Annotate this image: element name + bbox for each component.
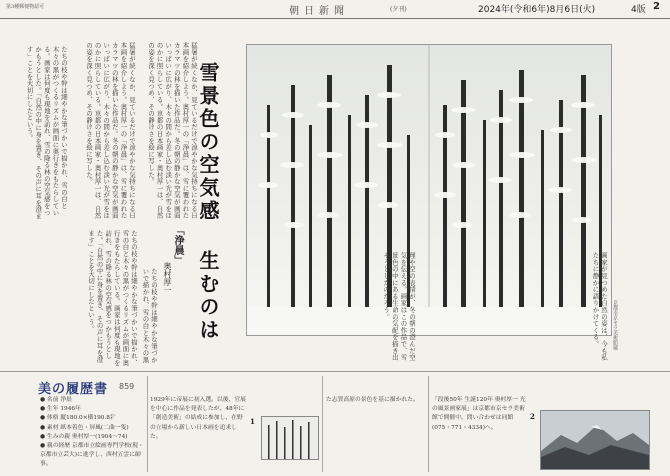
page-number: 2 (653, 1, 660, 12)
info-creator: ● 生みの親 奥村厚一(1904〜74) (40, 433, 128, 440)
article-body-left-top: たちの枝や幹は細やかな筆づかいで描かれ、雪の白と木々の黒がつくるリズムが画面に奥行きをもたらしている。画家は何度も現地を訪れ、雪の降る林の空気感をつかもうとした。「自然の中に身を置き、その声に耳を澄ます」ことを大切にしたという。 (25, 46, 68, 220)
artist-byline: 奥村厚一 (163, 262, 172, 294)
column-rule-1 (147, 376, 148, 472)
info-career: ● 親の経歴 京都市立絵画専門学校(現・京都市立芸大)に進学し、西村五雲に師事。 (40, 443, 144, 468)
info-size: ● 体格 縦180.0×横190.8㌢ (40, 415, 116, 422)
article-body-mid: たちの枝や幹は細やかな筆づかいで描かれ、雪の白と木々の黒 (141, 268, 158, 364)
section-divider (0, 371, 670, 372)
info-material: ● 素材 紙本着色・屏風(二曲一隻) (40, 424, 129, 431)
column-paragraph-2: た志賀高原の景色を基に描かれた。 (326, 397, 419, 403)
paper-name: 朝日新聞 (289, 6, 349, 17)
headline: 雪景色の空気感 生むのは (196, 62, 220, 342)
column-paragraph-3: 「段後50年 生誕120年 奥村厚一 光の風景画家展」は京都市京セラ美術館で開催中。問い合わせは同館(075・771・4334)へ。 (432, 397, 526, 431)
article-body-bottom-right: 画家が見つめた自然の姿は、今も私たちに静かに語りかけてくる。 (591, 252, 608, 361)
thumbnail-painting (261, 416, 319, 460)
painting-caption: 京都市京セラ美術館蔵 (612, 300, 618, 350)
column-title: 美の履歴書 (38, 382, 109, 397)
thumbnail-number-2: 2 (530, 412, 535, 421)
series-title: 「浄晨」 (172, 225, 183, 265)
article-body-right: 猛暑が続くなか、見ているだけで涼やかな気持ちになる日本画を紹介しよう。奥村厚一の「浄晨」は、雪に覆われたカラマツの林を描いた作品だ。冬の朝の静かな空気が画面いっぱいに広がり、木々の間から差し込む淡い光が雪をほのかに照らしている。京都の日本画家・奥村厚一は、自然の姿を深く見つめ、その静けさを絵に写した。 (147, 42, 198, 219)
info-year: ● 生年 1946年 (40, 406, 81, 413)
column-rule-3 (428, 376, 429, 472)
artwork-info-list (40, 396, 145, 470)
info-name: ● 名前 浄晨 (40, 397, 72, 403)
column-paragraph-1: 1929年に帝展に初入選。以後、官展を中心に作品を発表したが、48年に「創造美術」の結成に参加し、在野の立場から新しい日本画を追求した。 (150, 397, 246, 440)
thumbnail-photo-mountain (540, 410, 650, 470)
article-body-right-cont: 猛暑が続くなか、見ているだけで涼やかな気持ちになる日本画を紹介しよう。奥村厚一の「浄晨」は、雪に覆われたカラマツの林を描いた作品だ。冬の朝の静かな空気が画面いっぱいに広がり、木々の間から差し込む淡い光が雪をほのかに照らしている。京都の日本画家・奥村厚一は、自然の姿を深く見つめ、その静けさを絵に写した。 (85, 42, 136, 219)
issue-date: 2024年(令和6年)8月6日(火) (478, 5, 596, 15)
postal-note: 第3種郵便物認可 (6, 4, 45, 10)
masthead (0, 0, 670, 19)
column-rule-2 (322, 376, 323, 472)
article-body-lower-left: たちの枝や幹は細やかな筆づかいで描かれ、雪の白と木々の黒がつくるリズムが画面に奥行きをもたらしている。画家は何度も現地を訪れ、雪の降る林の空気感をつかもうとした。「自然の中に身を置き、その声に耳を澄ます」ことを大切にしたという。 (87, 230, 138, 366)
column-number: 859 (119, 382, 135, 391)
article-body-bottom-left: 理や空の表情が、冬の朝の澄んだ空気を伝える。画家はこの作品で、雪景色の中にある生命の気配を描き出そうとしたのだろう。 (382, 252, 416, 361)
edition-label: (夕刊) (390, 6, 407, 13)
thumbnail-number-1: 1 (250, 417, 255, 426)
page-label: 4版 (631, 5, 646, 15)
